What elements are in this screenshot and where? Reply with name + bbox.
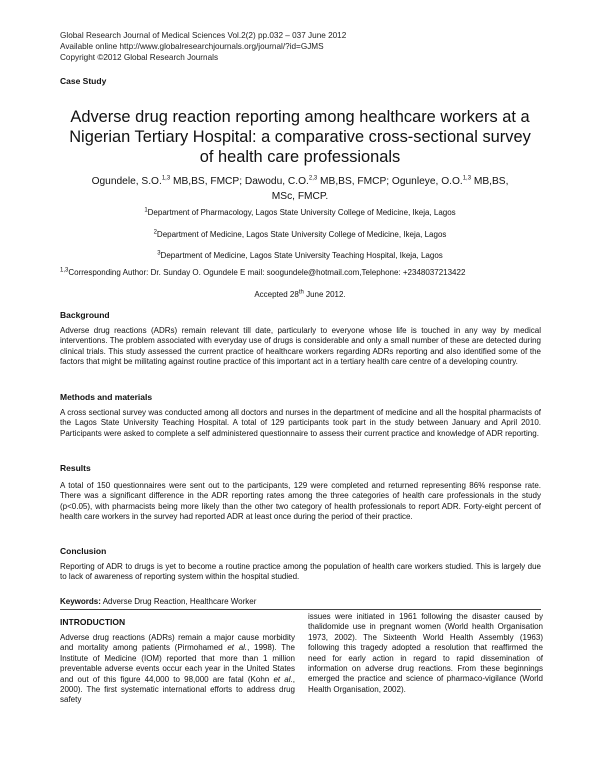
corresponding-text: Corresponding Author: Dr. Sunday O. Ogundele E mail: soogundele@hotmail.com,Telephone: +2348037213422 (68, 268, 466, 277)
copyright: Copyright ©2012 Global Research Journals (60, 53, 219, 62)
title-line: Nigerian Tertiary Hospital: a comparative cross-sectional survey (69, 128, 531, 146)
author-degrees: MSc, FMCP. (271, 191, 329, 202)
intro-italic: et al (273, 674, 291, 684)
accepted-sup: th (298, 289, 304, 296)
affiliation (60, 208, 540, 217)
background-text: Adverse drug reactions (ADRs) remain relevant till date, particularly to everyone whose life is touched in any way by medical interventions. The problem associated with everyday use of drugs is considerable and only a small number of these are detected during clinical trials. This study assessed the current practice of healthcare workers regarding ADRs reporting and also identified some of the factors that might be militating against routine practice of this important act in a tertiary health care centre of a developing country. (60, 326, 541, 366)
background-heading: Background (60, 310, 110, 320)
author-list (60, 174, 540, 204)
author-name: Ogundele, S.O. (91, 176, 162, 187)
introduction-heading: INTRODUCTION (60, 617, 126, 627)
journal-citation: Global Research Journal of Medical Sciences Vol.2(2) pp.032 – 037 June 2012 (60, 31, 347, 40)
affiliation-text: Department of Medicine, Lagos State University College of Medicine, Ikeja, Lagos (156, 230, 447, 239)
affiliation (60, 230, 540, 239)
accepted-prefix: Accepted 28 (254, 290, 299, 299)
author-name: Dawodu, C.O. (244, 176, 309, 187)
methods-text: A cross sectional survey was conducted among all doctors and nurses in the department of medicine and all the hospital pharmacists of the Lagos State University Teaching Hospital. A total of 129 participants took part in the study between January and April 2010. Participants were asked to complete a self administered questionnaire to assess their current practice and knowledge of ADR reporting. (60, 408, 541, 438)
author-affil-mark: 1,3 (462, 175, 472, 182)
title-line: Adverse drug reaction reporting among healthcare workers at a (70, 108, 530, 126)
title-line: of health care professionals (199, 148, 401, 166)
divider (60, 609, 541, 610)
keywords-text: Adverse Drug Reaction, Healthcare Worker (100, 597, 257, 606)
author-degrees: MB,BS, FMCP; (170, 176, 245, 187)
affiliation (60, 251, 540, 260)
author-degrees: MB,BS, FMCP; (317, 176, 392, 187)
conclusion-text: Reporting of ADR to drugs is yet to become a routine practice among the population of health care workers studied. This is largely due to lack of awareness of reporting system within the hospital studied. (60, 562, 541, 582)
affiliation-mark: 3 (157, 250, 161, 257)
conclusion-heading: Conclusion (60, 546, 107, 556)
article-type: Case Study (60, 76, 107, 86)
author-degrees: MB,BS, (471, 176, 509, 187)
intro-text: , 1998). The Institute of Medicine (IOM) reported that more than 1 million preventable adverse events occur each year in the United States and out of this figure 44,000 to 98,000 are fatal (Kohn (60, 643, 295, 684)
keywords-label: Keywords: (60, 597, 101, 606)
intro-column-left (60, 633, 295, 706)
accepted-date (60, 290, 540, 299)
results-text: A total of 150 questionnaires were sent out to the participants, 129 were completed and returned representing 86% response rate. There was a significant difference in the ADR reporting rates among the three categories of health care professionals in the study (p<0.05), with pharmacists being more likely than the other two category of health professionals to report ADR. Forty-eight percent of health care workers in the survey had reported ADR at least once during the period of their practice. (60, 481, 541, 521)
intro-text: ., 2000). The first systematic international efforts to address drug safety (60, 674, 295, 705)
results-heading: Results (60, 463, 91, 473)
affiliation-mark: 2 (153, 229, 157, 236)
author-name: Ogunleye, O.O. (391, 176, 463, 187)
author-affil-mark: 2,3 (308, 175, 318, 182)
affiliation-text: Department of Pharmacology, Lagos State University College of Medicine, Ikeja, Lagos (147, 208, 456, 217)
intro-italic: et al. (227, 643, 248, 653)
journal-url[interactable]: Available online http://www.globalresearchjournals.org/journal/?id=GJMS (60, 42, 324, 51)
corresponding-author (60, 268, 540, 277)
keywords (60, 597, 256, 606)
author-affil-mark: 1,3 (161, 175, 171, 182)
journal-header (60, 30, 346, 63)
affiliation-mark: 1 (144, 207, 148, 214)
methods-heading: Methods and materials (60, 392, 153, 402)
accepted-suffix: June 2012. (303, 290, 346, 299)
intro-column-right: issues were initiated in 1961 following the disaster caused by thalidomide use in pregnant women (World health Organisation 1973, 2002). The Sixteenth World Health Assembly (1963) following this tragedy adopted a resolution that reaffirmed the need for early action in regard to rapid dissemination of information on adverse drug reactions. From these beginnings emerged the practice and science of pharmaco-vigilance (World Health Organisation, 2002). (308, 612, 543, 694)
corresponding-mark: 1,3 (60, 267, 69, 274)
affiliation-text: Department of Medicine, Lagos State University Teaching Hospital, Ikeja, Lagos (160, 251, 443, 260)
intro-text: Adverse drug reactions (ADRs) remain a major cause morbidity and mortality among patients (Pirmohamed (60, 633, 295, 653)
paper-title (40, 107, 560, 167)
